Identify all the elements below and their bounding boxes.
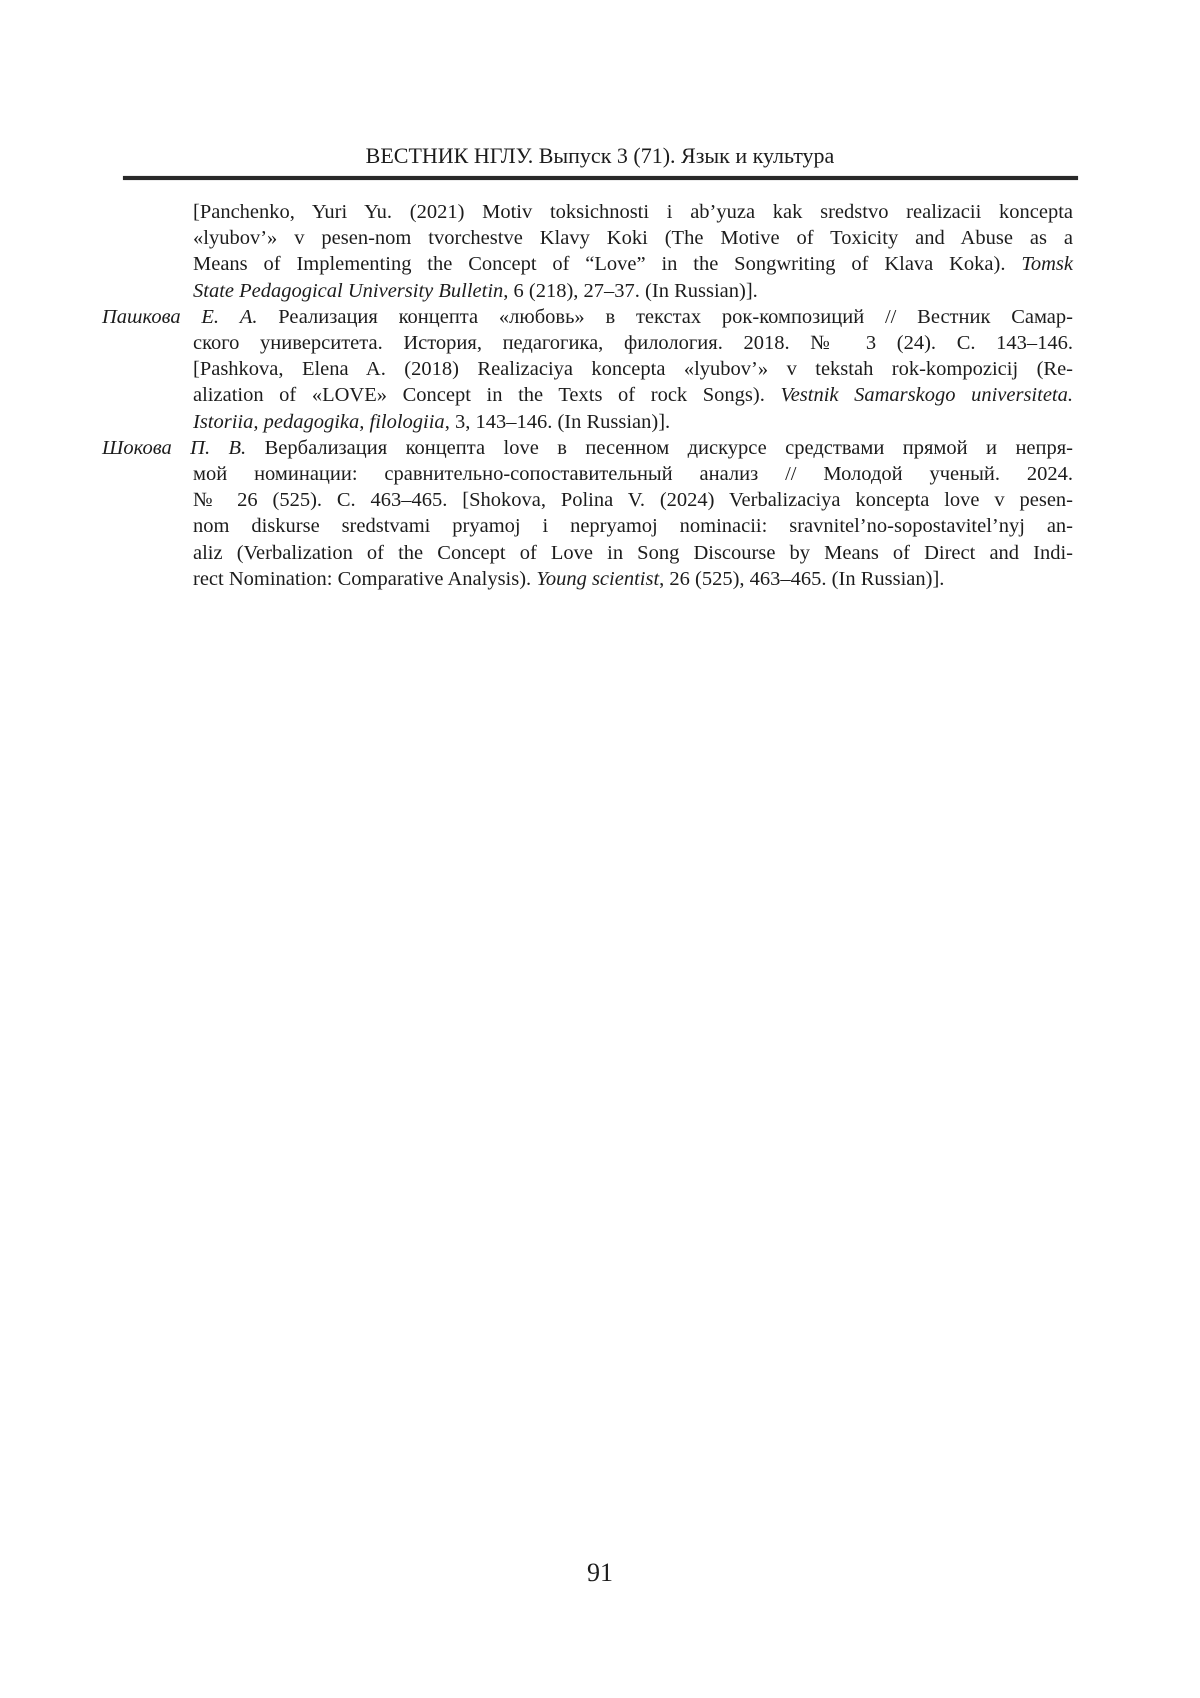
bib-text-italic: Vestnik Samarskogo universiteta. xyxy=(780,384,1073,407)
bibliography-line xyxy=(102,330,1073,356)
bibliography-line xyxy=(102,435,1073,461)
bibliography-entry xyxy=(102,435,1073,592)
bibliography-line xyxy=(102,278,1073,304)
journal-header-title: ВЕСТНИК НГЛУ. Выпуск 3 (71). Язык и культура xyxy=(365,143,835,168)
bibliography-entry xyxy=(102,304,1073,435)
bib-text: Реализация концепта «любовь» в текстах рок-композиций // Вестник Самар- xyxy=(257,305,1073,328)
bibliography-line xyxy=(102,513,1073,539)
bibliography-line xyxy=(102,356,1073,382)
bibliography xyxy=(102,199,1073,592)
bib-text: , 26 (525), 463–465. (In Russian)]. xyxy=(659,567,945,590)
bibliography-line xyxy=(102,304,1073,330)
bib-text: «lyubov’» v pesen-nom tvorchestve Klavy Koki (The Motive of Toxicity and Abuse as a xyxy=(193,227,1073,250)
bib-text-italic: Tomsk xyxy=(1021,253,1073,276)
bibliography-line xyxy=(102,382,1073,408)
bibliography-line xyxy=(102,199,1073,225)
bibliography-line xyxy=(102,225,1073,251)
bib-text: , 3, 143–146. (In Russian)]. xyxy=(444,410,671,433)
header-rule xyxy=(123,176,1078,180)
bib-text-italic: Пашкова Е. А. xyxy=(102,305,258,328)
bibliography-line xyxy=(102,461,1073,487)
bib-text-italic: Istoriia, pedagogika, filologiia xyxy=(193,410,445,433)
bib-text: nom diskurse sredstvami pryamoj i nepryamoj nominacii: sravnitel’no-sopostavitel’nyj an- xyxy=(193,515,1073,538)
bib-text: Means of Implementing the Concept of “Love” in the Songwriting of Klava Koka). xyxy=(193,253,1022,276)
page-number: 91 xyxy=(587,1558,613,1587)
bibliography-line xyxy=(102,251,1073,277)
bib-text: aliz (Verbalization of the Concept of Love in Song Discourse by Means of Direct and Indi- xyxy=(193,541,1073,564)
bib-text: мой номинации: сравнительно-сопоставительный анализ // Молодой ученый. 2024. xyxy=(193,463,1073,486)
bibliography-line xyxy=(102,409,1073,435)
bibliography-line xyxy=(102,566,1073,592)
bib-text: Вербализация концепта love в песенном дискурсе средствами прямой и непря- xyxy=(246,436,1073,459)
bib-text: [Panchenko, Yuri Yu. (2021) Motiv toksichnosti i ab’yuza kak sredstvo realizacii koncepta xyxy=(193,201,1073,223)
bib-text: alization of «LOVE» Concept in the Texts of rock Songs). xyxy=(193,384,781,407)
bib-text-italic: Young scientist xyxy=(536,567,660,590)
bib-text: ского университета. История, педагогика, филология. 2018. № 3 (24). С. 143–146. xyxy=(193,332,1073,355)
bib-text: , 6 (218), 27–37. (In Russian)]. xyxy=(503,279,758,302)
bib-text-italic: Шокова П. В. xyxy=(102,436,247,459)
bibliography-line xyxy=(102,540,1073,566)
bibliography-line xyxy=(102,487,1073,513)
bibliography-entry xyxy=(102,199,1073,304)
bib-text: № 26 (525). С. 463–465. [Shokova, Polina V. (2024) Verbalizaciya koncepta love v pesen- xyxy=(193,489,1073,512)
bib-text: rect Nomination: Comparative Analysis). xyxy=(193,567,537,590)
bib-text: [Pashkova, Elena A. (2018) Realizaciya koncepta «lyubov’» v tekstah rok-kompozicij (Re- xyxy=(193,358,1073,381)
bib-text-italic: State Pedagogical University Bulletin xyxy=(193,279,504,302)
